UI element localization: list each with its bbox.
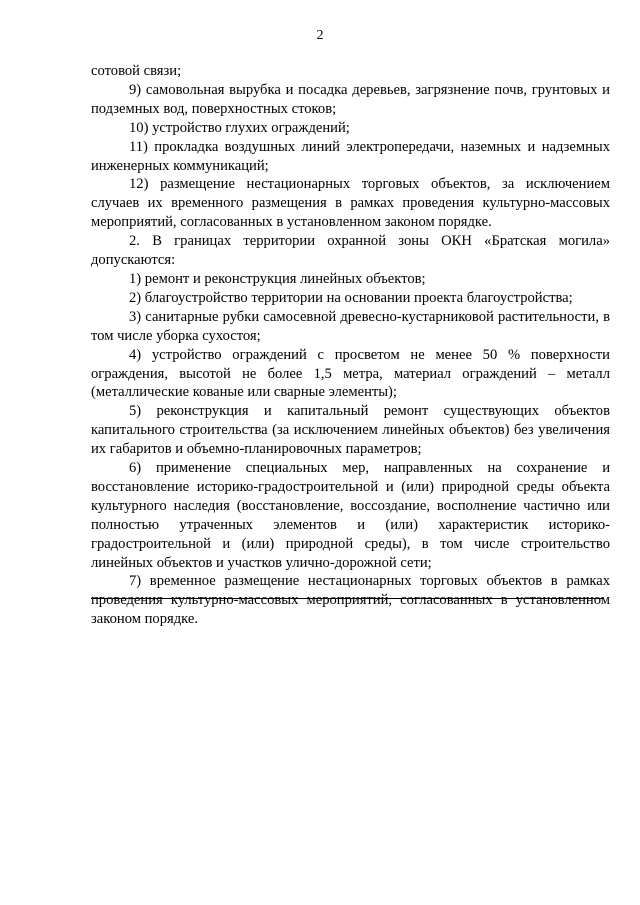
allowed-item-5: 5) реконструкция и капитальный ремонт существующих объектов капитального строительства (за исключением линейных объектов) без увеличения их габаритов и объемно-планировочных параметров; (91, 403, 610, 458)
allowed-item-6: 6) применение специальных мер, направленных на сохранение и восстановление историко-градостроительной и (или) природной среды объекта культурного наследия (восстановление, воссоздание, восполнение частично или полностью утраченных элементов и (или) характеристик историко-градостроительной и (или) природной среды), в том числе строительство линейных объектов и участков улично-дорожной сети; (91, 460, 610, 571)
list-item-9: 9) самовольная вырубка и посадка деревьев, загрязнение почв, грунтовых и подземных вод, поверхностных стоков; (91, 81, 610, 117)
allowed-item-7: 7) временное размещение нестационарных торговых объектов в рамках проведения культурно-массовых мероприятий, согласованных в установленном законом порядке. (91, 573, 610, 628)
allowed-item-2: 2) благоустройство территории на основании проекта благоустройства; (129, 289, 573, 306)
list-item-11: 11) прокладка воздушных линий электропередачи, наземных и надземных инженерных коммуникаций; (91, 138, 610, 174)
end-of-text-rule (91, 598, 604, 599)
section-2-heading: 2. В границах территории охранной зоны ОКН «Братская могила» допускаются: (91, 233, 610, 269)
page-number: 2 (316, 28, 324, 43)
document-body (91, 62, 610, 629)
paragraph-continuation: сотовой связи; (91, 63, 182, 79)
allowed-item-4: 4) устройство ограждений с просветом не менее 50 % поверхности ограждения, высотой не более 1,5 метра, материал ограждений – металл (металлические кованые или сварные элементы); (91, 346, 610, 401)
allowed-item-1: 1) ремонт и реконструкция линейных объектов; (129, 270, 426, 287)
list-item-12: 12) размещение нестационарных торговых объектов, за исключением случаев их временного размещения в рамках проведения культурно-массовых мероприятий, согласованных в установленном законом порядке. (91, 176, 610, 231)
allowed-item-3: 3) санитарные рубки самосевной древесно-кустарниковой растительности, в том числе уборка сухостоя; (91, 308, 610, 344)
list-item-10: 10) устройство глухих ограждений; (129, 119, 350, 136)
